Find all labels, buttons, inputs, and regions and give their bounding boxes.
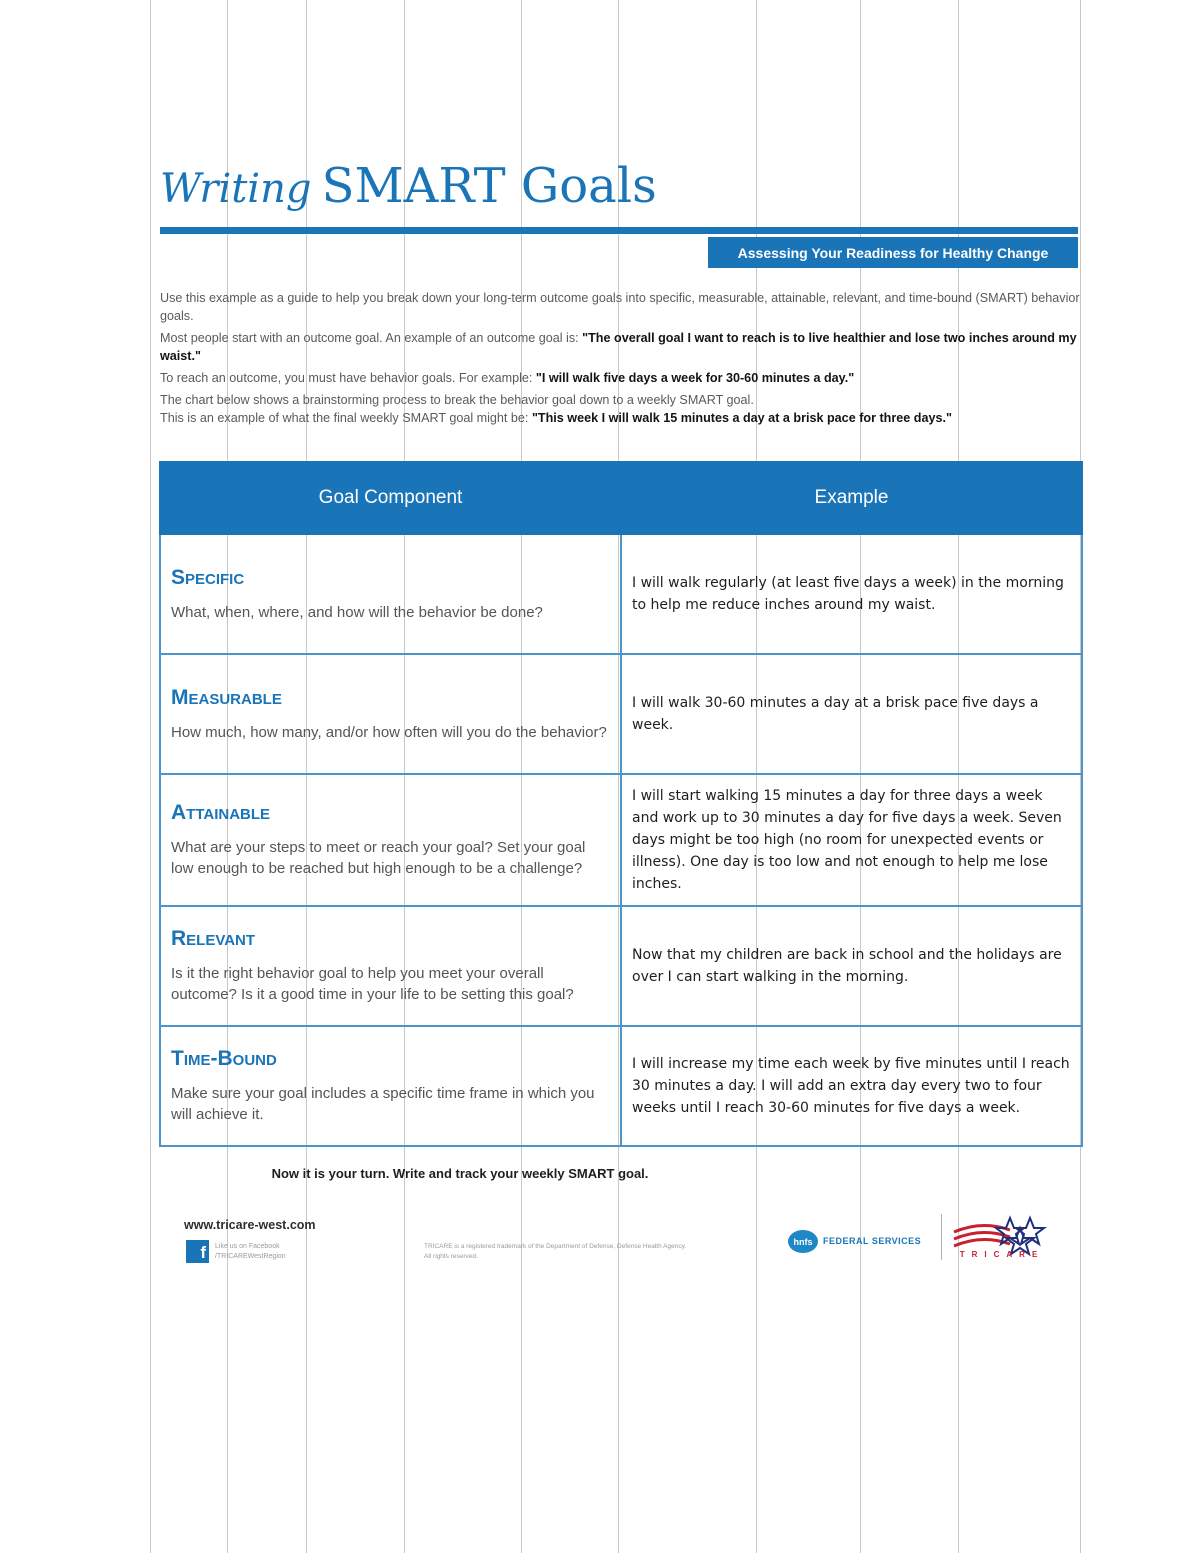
table-header-row [160,462,1082,534]
table-row [160,906,1082,1026]
table-row [160,534,1082,654]
example-text: I will walk regularly (at least five days a week) in the morning to help me reduce inches around my waist. [632,575,1064,613]
scan-artifact-line [150,0,151,1553]
example-cell [621,534,1082,654]
component-description: Make sure your goal includes a specific time frame in which you will achieve it. [171,1085,595,1123]
logo-divider [941,1214,942,1260]
intro-paragraph: Use this example as a guide to help you break down your long-term outcome goals into specific, measurable, attainable, relevant, and time-bound (SMART) behavior goals. [160,291,1080,323]
example-text: I will walk 30-60 minutes a day at a brisk pace five days a week. [632,695,1039,733]
example-cell [621,654,1082,774]
component-description: What, when, where, and how will the behavior be done? [171,603,543,621]
page-title-main: SMART Goals [321,158,657,214]
component-name-relevant: Relevant [171,927,256,950]
example-text: I will start walking 15 minutes a day for three days a week and work up to 30 minutes a day for five days a week. Seven days might be too high (no room for unexpected events or illness). One day is too low and not enough to help me lose inches. [632,788,1062,892]
legal-notice: TRICARE is a registered trademark of the Department of Defense, Defense Health Agency. All rights reserved. [424,1243,687,1260]
goal-component-cell [160,654,621,774]
component-name-specific: Specific [171,565,245,589]
intro-paragraph [160,369,1090,387]
page-title [160,158,657,214]
example-text: Now that my children are back in school and the holidays are over I can start walking in the morning. [632,947,1062,985]
component-name-measurable: Measurable [171,685,282,709]
intro-paragraph: The chart below shows a brainstorming process to break the behavior goal down to a weekly SMART goal. [160,393,754,407]
intro-quote: "The overall goal I want to reach is to live healthier and lose two inches around my waist." [160,331,1077,363]
goal-component-cell [160,774,621,906]
facebook-caption-line: /TRICAREWestRegion [215,1253,286,1260]
goal-component-cell [160,1026,621,1146]
tricare-wordmark: TRICARE [959,1250,1045,1259]
health-net-logo-icon: hnfs [788,1230,818,1253]
smart-goals-table [159,461,1083,1147]
intro-lead: To reach an outcome, you must have behavior goals. For example: [160,371,533,385]
subtitle-banner: Assessing Your Readiness for Healthy Change [708,237,1078,268]
example-text: I will increase my time each week by five minutes until I reach 30 minutes a day. I will add an extra day every two to four weeks until I reach 30-60 minutes for five days a week. [632,1056,1070,1116]
goal-component-cell [160,534,621,654]
intro-lead: This is an example of what the final weekly SMART goal might be: [160,411,529,425]
facebook-icon[interactable]: f [186,1240,209,1263]
column-header-example: Example [621,462,1082,534]
facebook-caption [215,1242,286,1262]
intro-paragraph [160,409,1090,427]
component-name-time-bound: Time-Bound [171,1047,277,1070]
goal-component-cell [160,906,621,1026]
column-header-goal-component: Goal Component [160,462,621,534]
example-cell [621,906,1082,1026]
intro-section [160,289,1090,431]
component-description: How much, how many, and/or how often will you do the behavior? [171,723,607,741]
closing-instruction: Now it is your turn. Write and track your weekly SMART goal. [271,1166,649,1181]
component-description: What are your steps to meet or reach your goal? Set your goal low enough to be reached but high enough to be a challenge? [171,839,586,877]
intro-lead: Most people start with an outcome goal. An example of an outcome goal is: [160,331,579,345]
table-row [160,654,1082,774]
facebook-caption-line: Like us on Facebook [215,1243,280,1250]
table-row [160,1026,1082,1146]
federal-services-label: FEDERAL SERVICES [823,1236,922,1246]
intro-quote: "I will walk five days a week for 30-60 minutes a day." [535,371,855,385]
website-link[interactable]: www.tricare-west.com [184,1218,316,1232]
example-cell [621,774,1082,906]
intro-quote: "This week I will walk 15 minutes a day at a brisk pace for three days." [531,411,952,425]
title-rule [160,227,1078,234]
intro-paragraph [160,329,1090,365]
component-description: Is it the right behavior goal to help you meet your overall outcome? Is it a good time in your life to be setting this goal? [171,965,574,1003]
example-cell [621,1026,1082,1146]
page-title-italic: Writing [160,166,312,212]
table-row [160,774,1082,906]
component-name-attainable: Attainable [171,801,271,824]
